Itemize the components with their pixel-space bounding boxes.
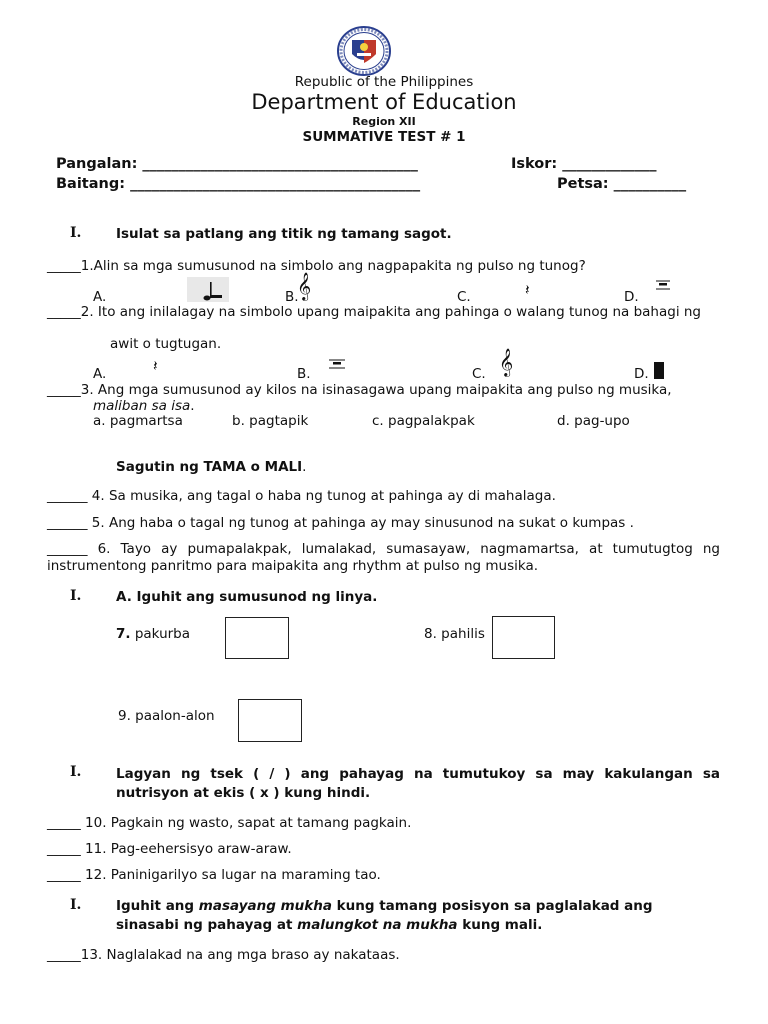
question-11: _____ 11. Pag-eehersisyo araw-araw.: [47, 841, 292, 857]
q8-label: 8. pahilis: [424, 626, 485, 642]
q3-choice-a: a. pagmartsa: [93, 413, 183, 429]
q1-half-rest-icon: [655, 278, 671, 292]
q7-label: 7. pakurba: [116, 626, 191, 642]
question-4: ______ 4. Sa musika, ang tagal o haba ng tunog at pahinga ay di mahalaga.: [47, 488, 556, 504]
question-5: ______ 5. Ang haba o tagal ng tunog at pahinga ay may sinusunod na sukat o kumpas .: [47, 515, 634, 531]
q1-option-b: B.: [285, 289, 299, 305]
q1-option-c: C.: [457, 289, 471, 305]
question-3-cont: maliban sa isa.: [93, 398, 195, 414]
q1-option-d: D.: [624, 289, 639, 305]
q2-option-d: D.: [634, 366, 649, 382]
part3-numeral: I.: [70, 588, 82, 604]
q2-option-c: C.: [472, 366, 486, 382]
part4-numeral: I.: [70, 764, 82, 780]
question-2: _____2. Ito ang inilalagay na simbolo upang maipakita ang pahinga o walang tunog na bahagi ng: [47, 304, 701, 320]
except-phrase: maliban sa isa: [93, 398, 191, 414]
part5-instruction-line1: Iguhit ang masayang mukha kung tamang posisyon sa paglalakad ang: [116, 898, 653, 914]
part1-instruction: Isulat sa patlang ang titik ng tamang sagot.: [116, 226, 452, 242]
q1-option-a: A.: [93, 289, 107, 305]
department-title: Department of Education: [251, 90, 517, 114]
question-6: ______ 6. Tayo ay pumapalakpak, lumalakad, sumasayaw, nagmamartsa, at tumutugtog ng instrumentong panritmo para maipakita ang rhythm at pulso ng musika.: [47, 541, 720, 574]
part2-instruction: Sagutin ng TAMA o MALI.: [116, 459, 307, 475]
question-1: _____1.Alin sa mga sumusunod na simbolo ang nagpapakita ng pulso ng tunog?: [47, 258, 586, 274]
question-3: _____3. Ang mga sumusunod ay kilos na isinasagawa upang maipakita ang pulso ng musika,: [47, 382, 672, 398]
q2-treble-clef-icon: 𝄞: [499, 348, 514, 376]
question-2-cont: awit o tugtugan.: [110, 336, 222, 352]
date-field[interactable]: Petsa: __________: [557, 176, 687, 192]
q3-choice-d: d. pag-upo: [557, 413, 630, 429]
q9-drawing-box[interactable]: [238, 699, 302, 742]
q2-whole-rest-icon: [328, 357, 346, 371]
question-10: _____ 10. Pagkain ng wasto, sapat at tamang pagkain.: [47, 815, 412, 831]
republic-line: Republic of the Philippines: [294, 74, 474, 90]
region-label: Region XII: [352, 115, 416, 128]
deped-seal-logo: [337, 26, 391, 76]
name-field[interactable]: Pangalan: ______________________________________: [56, 156, 418, 172]
q2-option-b: B.: [297, 366, 311, 382]
question-12: _____ 12. Paninigarilyo sa lugar na maraming tao.: [47, 867, 381, 883]
part3-instruction: A. Iguhit ang sumusunod ng linya.: [116, 589, 378, 605]
part5-instruction-line2: sinasabi ng pahayag at malungkot na mukha kung mali.: [116, 917, 543, 933]
q2-option-a: A.: [93, 366, 107, 382]
question-13: _____13. Naglalakad na ang mga braso ay nakataas.: [47, 947, 400, 963]
score-field[interactable]: Iskor: _____________: [511, 156, 657, 172]
q2-quarter-rest-icon: 𝄽: [153, 357, 158, 375]
q9-label: 9. paalon-alon: [118, 708, 215, 724]
q3-choice-c: c. pagpalakpak: [372, 413, 475, 429]
part5-numeral: I.: [70, 897, 82, 913]
grade-field[interactable]: Baitang: ________________________________________: [56, 176, 421, 192]
q1-symbol-a-eighth-notes-icon: [187, 277, 229, 302]
q8-drawing-box[interactable]: [492, 616, 555, 659]
q1-quarter-rest-icon: 𝄽: [525, 281, 530, 299]
q2-block-icon: [654, 362, 664, 379]
q1-treble-clef-icon: 𝄞: [297, 272, 312, 300]
q3-choice-b: b. pagtapik: [232, 413, 309, 429]
part4-instruction: Lagyan ng tsek ( / ) ang pahayag na tumutukoy sa may kakulangan sa nutrisyon at ekis ( x ) kung hindi.: [116, 766, 720, 801]
q7-drawing-box[interactable]: [225, 617, 289, 659]
test-title: SUMMATIVE TEST # 1: [302, 129, 466, 145]
part1-numeral: I.: [70, 225, 82, 241]
